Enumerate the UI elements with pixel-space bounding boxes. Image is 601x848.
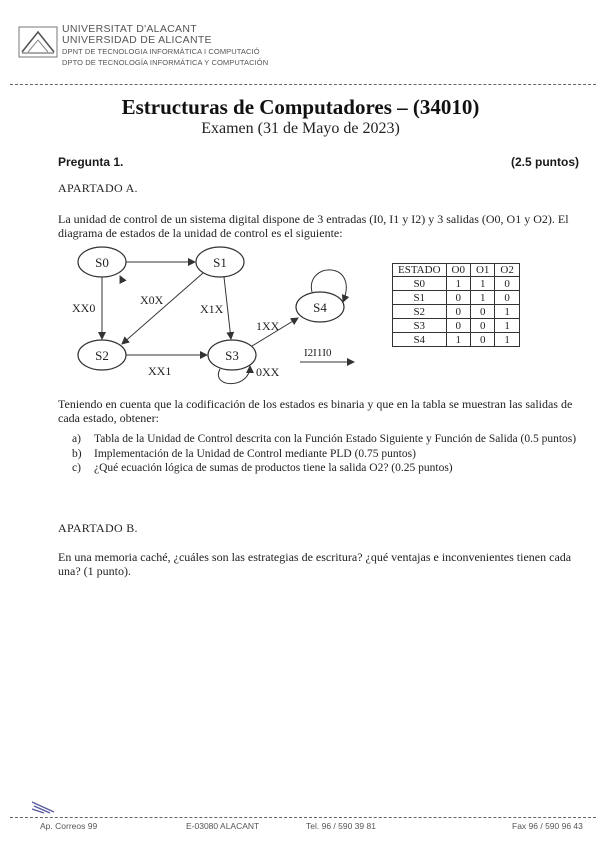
section-b-heading: APARTADO B. bbox=[58, 521, 138, 535]
svg-text:S0: S0 bbox=[95, 255, 109, 270]
cell-o2: 1 bbox=[495, 305, 519, 319]
cell-o2: 0 bbox=[495, 291, 519, 305]
cell-o0: 1 bbox=[446, 333, 470, 347]
cell-o1: 1 bbox=[470, 291, 494, 305]
svg-text:1XX: 1XX bbox=[256, 319, 280, 333]
svg-text:S1: S1 bbox=[213, 255, 227, 270]
svg-text:S4: S4 bbox=[313, 300, 327, 315]
state-s0 bbox=[78, 247, 126, 277]
section-a-instructions: Teniendo en cuenta que la codificación de los estados es binaria y que en la tabla se muestran las salidas de cada estado, obtener: bbox=[58, 397, 573, 425]
cell-o1: 0 bbox=[470, 333, 494, 347]
state-output-table bbox=[392, 263, 520, 347]
header-divider bbox=[10, 84, 596, 85]
table-row bbox=[393, 319, 520, 333]
task-text: Implementación de la Unidad de Control mediante PLD (0.75 puntos) bbox=[94, 447, 416, 460]
col-o2: O2 bbox=[495, 264, 519, 277]
state-s4 bbox=[296, 292, 344, 322]
table-header-row bbox=[393, 264, 520, 277]
table-row bbox=[393, 291, 520, 305]
cell-o1: 0 bbox=[470, 319, 494, 333]
cell-o1: 1 bbox=[470, 277, 494, 291]
task-text: ¿Qué ecuación lógica de sumas de productos tiene la salida O2? (0.25 puntos) bbox=[94, 462, 453, 474]
cell-o1: 0 bbox=[470, 305, 494, 319]
task-item-b bbox=[58, 448, 583, 462]
cell-o2: 0 bbox=[495, 277, 519, 291]
table-row bbox=[393, 333, 520, 347]
question-label: Pregunta 1. bbox=[58, 155, 124, 169]
cell-state: S0 bbox=[393, 277, 447, 291]
section-a-heading: APARTADO A. bbox=[58, 181, 138, 195]
footer-fax: Fax 96 / 590 96 43 bbox=[512, 821, 583, 831]
task-item-a bbox=[58, 433, 583, 447]
svg-text:X1X: X1X bbox=[200, 302, 224, 316]
cell-o0: 0 bbox=[446, 291, 470, 305]
svg-text:0XX: 0XX bbox=[256, 365, 280, 379]
cell-o0: 1 bbox=[446, 277, 470, 291]
state-s3 bbox=[208, 340, 256, 370]
table-row bbox=[393, 277, 520, 291]
university-name-valencian: UNIVERSITAT D'ALACANT bbox=[62, 23, 197, 35]
table-row bbox=[393, 305, 520, 319]
task-marker: c) bbox=[72, 462, 81, 474]
exam-subtitle: Examen (31 de Mayo de 2023) bbox=[201, 120, 400, 137]
cell-o2: 1 bbox=[495, 319, 519, 333]
state-s2 bbox=[78, 340, 126, 370]
department-name-spanish: DPTO DE TECNOLOGÍA INFORMÁTICA Y COMPUTACIÓN bbox=[62, 58, 269, 67]
cell-state: S3 bbox=[393, 319, 447, 333]
cell-state: S2 bbox=[393, 305, 447, 319]
col-estado: ESTADO bbox=[393, 264, 447, 277]
footer-address: Ap. Correos 99 bbox=[40, 821, 98, 831]
task-text: Tabla de la Unidad de Control descrita con la Función Estado Siguiente y Función de Salida (0.5 puntos) bbox=[94, 433, 577, 445]
cell-o0: 0 bbox=[446, 319, 470, 333]
footer-phone: Tel. 96 / 590 39 81 bbox=[306, 821, 376, 831]
state-diagram bbox=[60, 240, 380, 390]
col-o1: O1 bbox=[470, 264, 494, 277]
exam-title: Estructuras de Computadores – (34010) bbox=[121, 95, 480, 119]
svg-text:S3: S3 bbox=[225, 348, 239, 363]
section-b-text: En una memoria caché, ¿cuáles son las estrategias de escritura? ¿qué ventajas e inconvenientes tienen cada una? (1 punto). bbox=[58, 550, 572, 578]
cell-state: S1 bbox=[393, 291, 447, 305]
footer-postal: E-03080 ALACANT bbox=[186, 821, 260, 831]
task-list bbox=[58, 433, 583, 477]
svg-text:XX0: XX0 bbox=[72, 301, 96, 315]
task-item-c bbox=[58, 462, 583, 476]
task-marker: b) bbox=[72, 447, 82, 460]
question-points: (2.5 puntos) bbox=[511, 155, 579, 169]
task-marker: a) bbox=[72, 433, 81, 445]
cell-state: S4 bbox=[393, 333, 447, 347]
svg-text:X0X: X0X bbox=[140, 293, 164, 307]
section-a-intro: La unidad de control de un sistema digital dispone de 3 entradas (I0, I1 y I2) y 3 salidas (O0, O1 y O2). El diagrama de estados de la unidad de control es el siguiente: bbox=[58, 212, 569, 240]
footer-divider bbox=[10, 817, 596, 818]
cell-o2: 1 bbox=[495, 333, 519, 347]
state-s1 bbox=[196, 247, 244, 277]
footer-logo-icon bbox=[30, 800, 56, 814]
svg-text:S2: S2 bbox=[95, 348, 109, 363]
col-o0: O0 bbox=[446, 264, 470, 277]
cell-o0: 0 bbox=[446, 305, 470, 319]
department-name-valencian: DPNT DE TECNOLOGIA INFORMÀTICA I COMPUTACIÓ bbox=[62, 47, 260, 56]
university-name-spanish: UNIVERSIDAD DE ALICANTE bbox=[62, 34, 212, 46]
university-logo-icon bbox=[18, 26, 58, 58]
svg-text:I2I1I0: I2I1I0 bbox=[304, 347, 332, 359]
svg-text:XX1: XX1 bbox=[148, 364, 172, 378]
university-header bbox=[62, 24, 268, 68]
